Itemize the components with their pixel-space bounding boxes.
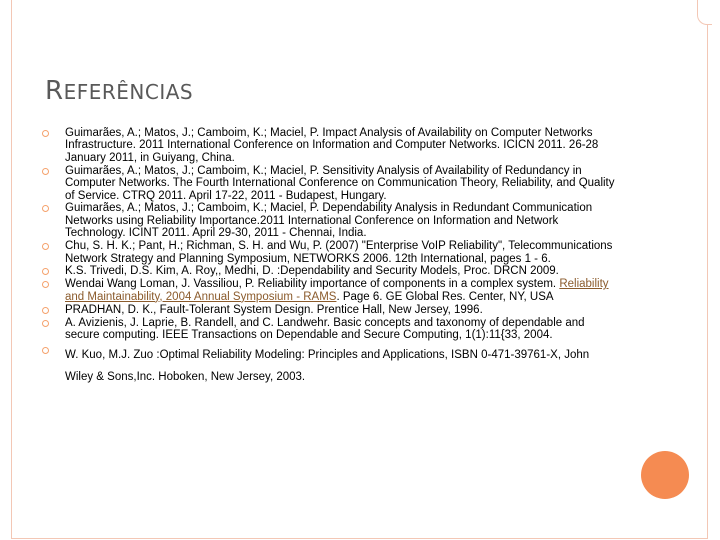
reference-text: A. Avizienis, J. Laprie, B. Randell, and C. Landwehr. Basic concepts and taxonomy of dependable and secure computing. IEEE Transactions on Dependable and Secure Computing, 1(1):11{33, 2004. bbox=[65, 316, 585, 341]
reference-item bbox=[42, 304, 617, 316]
reference-item bbox=[42, 240, 617, 265]
bullet-icon bbox=[42, 130, 49, 137]
slide-title bbox=[45, 76, 193, 106]
reference-text: Guimarães, A.; Matos, J.; Camboim, K.; Maciel, P. Impact Analysis of Availability on Computer Networks Infrastructure. 2011 International Conference on Information and Computer Networks. ICICN 2011. 26-28 January 2011, in Guiyang, China. bbox=[65, 127, 599, 164]
reference-item bbox=[42, 317, 617, 342]
bullet-icon bbox=[42, 168, 49, 175]
reference-text-after-link: . Page 6. GE Global Res. Center, NY, USA bbox=[336, 290, 554, 303]
reference-item bbox=[42, 202, 617, 239]
reference-list bbox=[42, 127, 617, 389]
slide-title-rest: EFERÊNCIAS bbox=[63, 80, 194, 104]
bullet-icon bbox=[42, 307, 49, 314]
reference-text: W. Kuo, M.J. Zuo :Optimal Reliability Modeling: Principles and Applications, ISBN 0-471-39761-X, John Wiley & Sons,Inc. Hoboken, New Jersey, 2003. bbox=[65, 349, 590, 384]
reference-text: Guimarães, A.; Matos, J.; Camboim, K.; Maciel, P. Sensitivity Analysis of Availability of Redundancy in Computer Networks. The Fourth International Conference on Communication Theory, Reliability, and Quality of Service. CTRQ 2011. April 17-22, 2011 - Budapest, Hungary. bbox=[65, 164, 615, 202]
decorative-orange-circle bbox=[641, 451, 689, 499]
bullet-icon bbox=[42, 347, 49, 354]
bullet-icon bbox=[42, 268, 49, 275]
rams-symposium-link[interactable]: Reliability and Maintainability, 2004 Annual Symposium - RAMS bbox=[65, 278, 609, 303]
bullet-icon bbox=[42, 320, 49, 327]
reference-item bbox=[42, 127, 617, 164]
bullet-icon bbox=[42, 205, 49, 212]
bullet-icon bbox=[42, 281, 49, 288]
reference-item bbox=[42, 165, 617, 202]
reference-text-before-link: Wendai Wang Loman, J. Vassiliou, P. Reliability importance of components in a complex system. bbox=[65, 278, 560, 291]
reference-item bbox=[42, 265, 617, 277]
bullet-icon bbox=[42, 243, 49, 250]
reference-item bbox=[42, 344, 617, 388]
slide-corner-decoration bbox=[697, 0, 712, 25]
reference-text: PRADHAN, D. K., Fault-Tolerant System Design. Prentice Hall, New Jersey, 1996. bbox=[65, 303, 483, 316]
reference-item bbox=[42, 278, 617, 303]
reference-text: Guimarães, A.; Matos, J.; Camboim, K.; Maciel, P. Dependability Analysis in Redundant Communication Networks using Reliability Importance.2011 International Conference on Information and Network Technology. ICINT 2011. April 29-30, 2011 - Chennai, India. bbox=[65, 202, 593, 240]
reference-text: Chu, S. H. K.; Pant, H.; Richman, S. H. and Wu, P. (2007) "Enterprise VoIP Reliability", Telecommunications Network Strategy and Planning Symposium, NETWORKS 2006. 12th International, pages 1 - 6. bbox=[65, 240, 613, 265]
reference-text: K.S. Trivedi, D.S. Kim, A. Roy,, Medhi, D. :Dependability and Security Models, Proc. DRCN 2009. bbox=[65, 265, 559, 278]
slide-title-initial: R bbox=[45, 76, 64, 106]
